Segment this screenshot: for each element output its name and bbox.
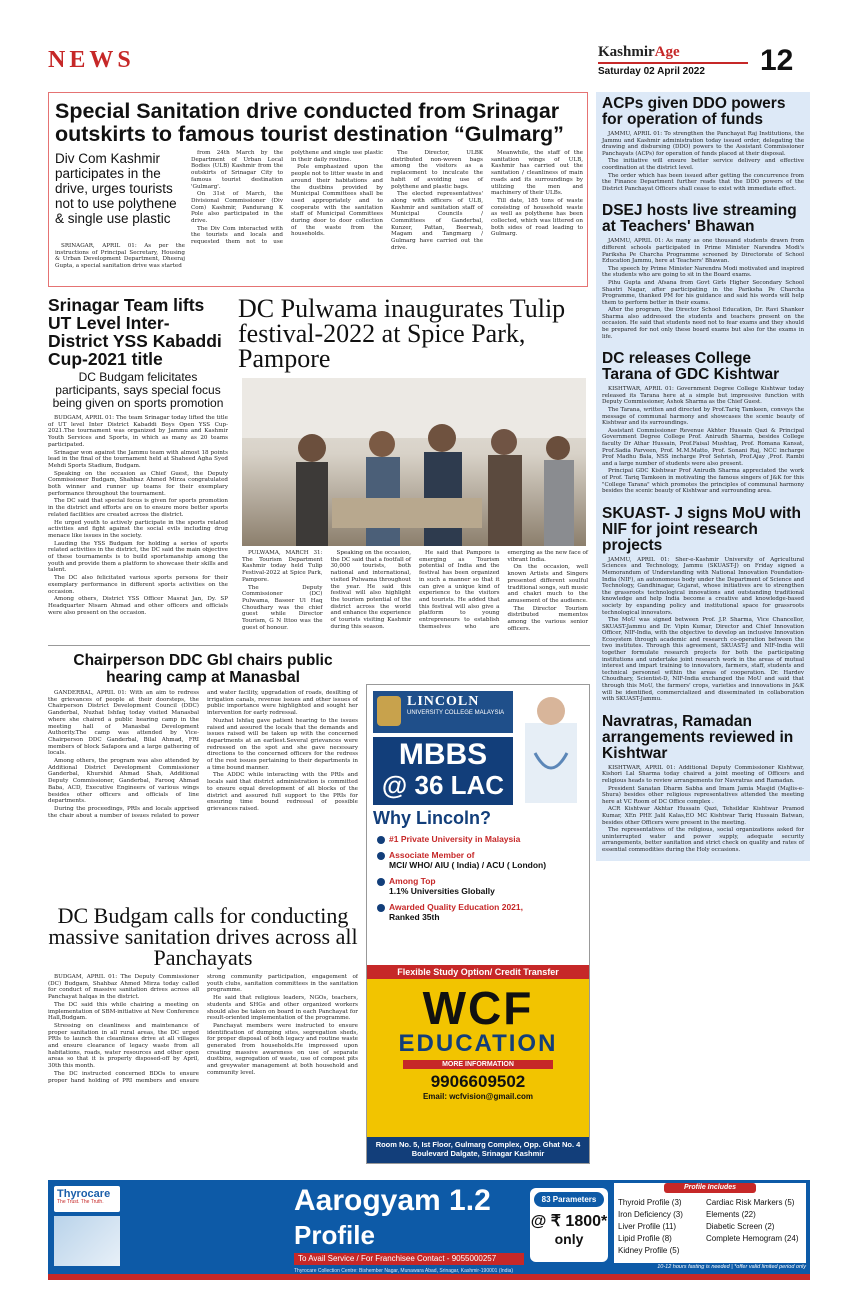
navratras-paragraph: President Sanatan Dharm Sabha and Imam Jamia Masjid (Majlis-e-Shura) besides other religious representatives attended the meeting here at VC Room of DC Office complex .: [602, 785, 804, 805]
profile-includes-header: Profile Includes: [664, 1183, 756, 1193]
budgam-body: [48, 974, 358, 1164]
dsej-paragraph: The speech by Prime Minister Narendra Modi motivated and inspired the students who are going to sit in the Board exams.: [602, 265, 804, 279]
dsej-headline: DSEJ hosts live streaming at Teachers' Bhawan: [602, 202, 797, 236]
budgam-paragraph: He said that religious leaders, NGOs, teachers, students and SHGs and other organized workers should also be taken on board in each Panchayat for result-oriented implementation of the programme.: [207, 995, 358, 1022]
profile-item: Complete Hemogram (24): [706, 1234, 799, 1243]
tarana-paragraph: Assistant Commissioner Revenue Akhter Hussain Qazi & Principal Government Degree College Prof. Anirudh Sharma, besides College faculty Dr Athar Hussain, Prof.Faisal Mushtaq, Prof. Romana Kansat, Prof.Sadia Parveen, Prof. M.M.Matto, Prof. Sonani Raj, NCC incharge Prof Madhu Bala, NSS incharge Prof Sehrish, Prof.Ajay ,Prof. Rambi and a large number of students were also present.: [602, 427, 804, 467]
ddc-paragraph: GANDERBAL, APRIL 01: With an aim to redress the grievances of people at their doorsteps, the Chairperson District Development Council (DDC) Ganderbal, Nuzhat Ishfaq today visited Manasbal where she chaired a public hearing camp in the meeting hall of Manasbal Development Authority.The camp was attended by Vice-Chairperson DDC Ganderbal, Bilal Ahmad, FRI members of block Safapora and a large gathering of locals.: [48, 690, 199, 757]
dsej-paragraph: After the program, the Director School Education, Dr. Ravi Shanker Sharma also addressed the students and teachers present on the occasion. He said that students need not to fear exams and they should be prepared for not only these board exams but also for the exams in life.: [602, 307, 804, 340]
profile-item: Lipid Profile (8): [618, 1234, 672, 1243]
tarana-paragraph: The Tarana, written and directed by Prof.Tariq Tamkeen, conveys the message of communal harmony and showcases the scenic beauty of Kishtwar and its surroundings.: [602, 407, 804, 427]
point-label: Among Top: [389, 876, 436, 886]
kabaddi-paragraph: Among others, District YSS Officer Masrat Jan, Dy. SP Headquarter Nisarn Ahmad and other officers and officials were also present on the occasion.: [48, 596, 228, 616]
skuast-paragraph: The MoU was signed between Prof. J.P. Sharma, Vice Chancellor, SKUAST-Jammu and Dr. Vipin Kumar, Director and Chief Innovation Officer, NIF-India, with the objective to develop an inclusive Innovation Ecosystem through academic and research co-operation between the two institutes. Through this agreement, SKUAST-J and NIF-India will together formulate research projects for both the participating institutions and undertake joint research work in the areas of mutual interest and impart training to innovators, farmers, staff, students and technical personnel within the areas of cooperation. Dr. Hardev Choudhary, Scientist-D, NIF-India exchanged the MoU and said that through this MoU, the farmers' crops, varieties and innovations in J&K will be identified, commercialized and disseminated in collaboration with SKUAST-Jammu.: [602, 617, 804, 703]
lead-paragraph: The Div Com interacted with the tourists and locals and requested them not to use polythene and single use plastic in their daily routine.: [191, 150, 383, 246]
acps-paragraph: The initiative will ensure better service delivery and effective coordination at the district level.: [602, 158, 804, 171]
budgam-paragraph: The DC instructed concerned BDOs to ensure proper hand holding of PRI members and ensure strong community participation, engagement of youth clubs, sanitation committees in the sanitation programme.: [48, 974, 358, 1084]
lead-paragraph: The Director, ULBK distributed non-woven bags among the visitors as a replacement to inculcate the habit of avoiding use of polythene and plastic bags.: [391, 150, 483, 190]
profile-item: Iron Deficiency (3): [618, 1210, 683, 1219]
section-title: NEWS: [48, 47, 135, 73]
tulip-paragraph: Speaking on the occasion, the DC said that a footfall of 30,000 tourists, both national and international, visited Pulwama throughout the year. He said this festival will also highlight the tourism potential of the district across the world and enhance the experience of tourists visiting Kashmir during this season.: [330, 550, 411, 630]
doctor-image: [517, 693, 583, 803]
profile-item: Diabetic Screen (2): [706, 1222, 775, 1231]
lincoln-advertisement[interactable]: [366, 684, 590, 1164]
point-text: #1 Private University in Malaysia: [389, 834, 521, 844]
lincoln-panel: [367, 685, 589, 965]
tarana-headline: DC releases College Tarana of GDC Kishtwar: [602, 350, 780, 384]
collection-centre-address: Thyrocare Collection Centre: Bishember Nagar, Munawara Abad, Srinagar, Kashmir-190001 (India): [294, 1268, 513, 1274]
kabaddi-paragraph: Srinagar won against the Jammu team with almost 18 points lead in the final of the tournament held at Shaheed Agha Syed Mehdi Sports Stadium, Budgam.: [48, 449, 228, 469]
kabaddi-paragraph: The DC also felicitated various sports persons for their exemplary performance in different sports activities on the occasion.: [48, 575, 228, 595]
tarana-paragraph: KISHTWAR, APRIL 01: Government Degree College Kishtwar today released its Tarana here at a simple but impressive function with Deputy Commissioner, Ashok Sharma as the Chief Guest.: [602, 386, 804, 406]
ddc-story: [48, 652, 358, 902]
franchisee-contact[interactable]: To Avail Service / For Franchisee Contact - 9055000257: [294, 1253, 524, 1265]
email[interactable]: Email: wcfvision@gmail.com: [422, 1092, 534, 1101]
parameters-count: 83 Parameters: [534, 1192, 604, 1207]
mbbs-line1: MBBS: [398, 738, 488, 771]
ddc-headline: Chairperson DDC Gbl chairs public hearing camp at Manasbal: [73, 652, 333, 686]
why-heading: Why Lincoln?: [373, 808, 491, 828]
page-number: 12: [760, 44, 794, 77]
price-only: only: [554, 1231, 584, 1247]
navratras-story: [596, 710, 810, 861]
kabaddi-paragraph: Speaking on the occasion as Chief Guest, the Deputy Commissioner Budgam, Shahbaz Ahmed Mirza congratulated both winner and runner up teams for their exemplary performance throughout the tournament.: [48, 470, 228, 497]
tulip-paragraph: The Deputy Commissioner (DC) Pulwama, Baseer Ul Haq Choudhary was the chief guest while Director Tourism, G N Ittoo was the guest of honour.: [242, 584, 323, 631]
acps-body: [602, 131, 804, 192]
lead-body: [191, 150, 583, 285]
tulip-story: [238, 296, 590, 638]
tulip-paragraph: The Director Tourism distributed mementos among the various senior officers.: [507, 605, 588, 632]
lab-image: [54, 1216, 120, 1266]
kabaddi-paragraph: The DC said that special focus is given for sports promotion in the district and efforts are on to ensure more better sports related facilities are created across the district.: [48, 498, 228, 518]
paper-name-b: Age: [654, 44, 680, 60]
profile-item: Thyroid Profile (3): [618, 1198, 682, 1207]
ad-footer-bar: [48, 1274, 810, 1280]
budgam-story: [48, 905, 358, 1165]
lead-deck: Div Com Kashmir participates in the drive, urges tourists not to use polythene & single use plastic: [55, 151, 177, 226]
navratras-paragraph: The representatives of the religious, social organizations asked for uninterrupted water and power supply, adequate security arrangements, better sanitation and strict check on quality and rates of essential commodities during the Holy occasions.: [602, 827, 804, 853]
thyrocare-logo: [54, 1186, 120, 1212]
skuast-story: [596, 502, 810, 710]
lead-story: [48, 92, 588, 287]
lead-paragraph: Pole emphasized upon the people not to litter waste in and around their habitations and the dustbins provided by Municipal Committees shall be used appropriately and to cooperate with the sanitation staff of Municipal Committees during door to door collection of the waste from the households.: [291, 164, 383, 238]
tulip-headline: DC Pulwama inaugurates Tulip festival-2022 at Spice Park, Pampore: [238, 296, 566, 373]
dsej-paragraph: Pihu Gupta and Afsana from Govt Girls Higher Secondary School Shastri Nagar, after participating in the Pariksha Pe Charcha Programme, thanked PM for his guidance and said his words will help them to perform better in their exams.: [602, 279, 804, 306]
skuast-body: [602, 557, 804, 703]
thyrocare-tagline: The Trust. The Truth.: [57, 1199, 104, 1205]
aarogyam-title: Aarogyam 1.2: [294, 1184, 491, 1217]
price-badge: [530, 1188, 608, 1262]
kabaddi-paragraph: He urged youth to actively participate in the sports related activities and fight against the social evils including drug menace like issues in the society.: [48, 519, 228, 539]
profile-item: Cardiac Risk Markers (5): [706, 1198, 795, 1207]
photo-illustration: [242, 378, 586, 546]
tulip-paragraph: PULWAMA, MARCH 31: The Tourism Department Kashmir today held Tulip Festival-2022 at Spice Park, Pampore.: [242, 550, 323, 583]
profile-list-right: [706, 1197, 798, 1245]
lead-paragraph: On 31st of March, the Divisional Commissioner (Div Com) Kashmir, Pandurang K Pole also participated in the drive.: [191, 191, 283, 225]
profile-item: Kidney Profile (5): [618, 1246, 680, 1255]
mbbs-offer: [373, 737, 513, 805]
lead-paragraph: Meanwhile, the staff of the sanitation wings of ULB, Kashmir has carried out the sanitation / cleanliness of main roads and its surroundings by utilizing the men and machinery of their ULBs.: [491, 150, 583, 197]
thyrocare-advertisement[interactable]: [48, 1180, 810, 1280]
point-label: Associate Member of: [389, 850, 475, 860]
tulip-paragraph: On the occasion, well known Artists and Singers presented different soulful traditional songs, sufi music and chakri much to the amusement of the audience.: [507, 564, 588, 604]
lead-dateline: [55, 243, 185, 271]
wcf-education: EDUCATION: [398, 1030, 558, 1057]
profile-item: Elements (22): [706, 1210, 756, 1219]
kabaddi-body: [48, 415, 228, 616]
right-column: [596, 92, 810, 1175]
acps-paragraph: The order which has been issued after getting the concurrence from the Finance Department further reads that the DDO powers of the District Panchayat Officers shall cease to exist with immediate effect.: [602, 172, 804, 192]
lead-paragraph: The elected representatives' along with officers of ULB, Kashmir and sanitation staff of Municipal Councils / Committees of Ganderbal, Kunzer, Pattan, Beerwah, Magam and Tangmarg / Gulmarg have carried out the drive.: [391, 191, 483, 251]
wcf-address: [367, 1137, 589, 1163]
navratras-body: [602, 765, 804, 854]
point-text: Ranked 35th: [389, 911, 440, 922]
acps-story: [596, 92, 810, 199]
point-associate: [377, 851, 582, 870]
budgam-headline: DC Budgam calls for conducting massive sanitation drives across all Panchayats: [48, 905, 358, 970]
lead-headline: Special Sanitation drive conducted from Srinagar outskirts to famous tourist destination “Gulmarg”: [55, 99, 564, 146]
phone-number[interactable]: 9906609502: [430, 1072, 526, 1091]
tulip-paragraph: He said that Pampore is emerging as Tourism potential of India and the festival has been organized in such a manner so that it can give a unique kind of experience to the visitors and tourists. He added that this festival will also give a platform to young entrepreneurs to establish themselves who are emerging as the new face of vibrant India.: [419, 550, 588, 630]
dsej-story: [596, 199, 810, 347]
address-line1: Room No. 5, Ist Floor, Gulmarg Complex, Opp. Ghat No. 4: [375, 1140, 581, 1149]
wcf-panel: [367, 979, 589, 1163]
mbbs-line2: @ 36 LAC: [381, 770, 505, 800]
point-award: [377, 903, 582, 922]
divider: [48, 645, 590, 646]
navratras-paragraph: ACR Kishtwar Akhtar Hussain Qazi, Tehsildar Kishtwar Pramod Kumar, XEn PHE Jalil Kalas,EO MC Kishtwar Tariq Hussain Batwan, besides other Officers were present in the meeting.: [602, 806, 804, 826]
ddc-paragraph: During the proceedings, PRIs and locals apprised the chair about a number of issues related to power and water facility, upgradation of roads, desilting of irrigation canals, revenue issues and other issues of public importance were highlighted and sought her intervention for early redressal.: [48, 690, 358, 819]
wcf-logo: WCF: [422, 982, 534, 1034]
lead-dateline-text: SRINAGAR, APRIL 01: As per the instructions of Principal Secretary, Housing & Urban Development Department, Dheeraj Gupta, a special sanitation drive was started: [55, 243, 185, 270]
navratras-headline: Navratras, Ramadan arrangements reviewed in Kishtwar: [602, 712, 794, 762]
skuast-headline: SKUAST- J signs MoU with NIF for joint research projects: [602, 504, 801, 554]
profile-title: Profile: [294, 1220, 375, 1250]
kabaddi-paragraph: BUDGAM, APRIL 01: The team Srinagar today lifted the title of UT level Inter District Kabaddi Boys Open YSS Cup- 2021.The tournament was organized by Jammu and Kashmir Youth Services and Sports, in which as many as 20 teams participated.: [48, 415, 228, 448]
more-info-label: MORE INFORMATION: [403, 1060, 553, 1069]
budgam-paragraph: Panchayat members were instructed to ensure identification of dumping sites, segregation sheds, for proper disposal of both legacy and routine waste generated from households.He impressed upon creating massive awareness on use of separate dustbins, segregation of waste, use of compost pits and greywater management at both household and community level.: [207, 1022, 358, 1076]
ddc-paragraph: The ADDC while interacting with the PRIs and locals said that district administration is committed to ensure equal development of all blocks of the district and assured full support to the PRIs for ensuring time bound redressal of possible grievances raised.: [207, 772, 358, 812]
lincoln-logo: [373, 691, 513, 733]
dsej-paragraph: JAMMU, APRIL 01: As many as one thousand students drawn from different schools participated in Prime Minister Narendra Modi's Pariksha Pe Charcha Programme screened by Directorate of School Education Jammu, here at Teachers' Bhawan.: [602, 238, 804, 265]
lincoln-brand: LINCOLN: [407, 694, 480, 709]
point-label: Awarded Quality Education 2021,: [389, 902, 523, 912]
thyrocare-brand: Thyrocare: [57, 1188, 111, 1200]
flexible-study-banner: Flexible Study Option/ Credit Transfer: [367, 965, 589, 979]
lead-paragraph: Till date, 185 tons of waste consisting of household waste as well as polythene has been collected, which was littered on both sides of road leading to Gulmarg.: [491, 197, 583, 238]
kabaddi-headline: Srinagar Team lifts UT Level Inter-District YSS Kabaddi Cup-2021 title: [48, 296, 222, 369]
tarana-body: [602, 386, 804, 495]
tarana-story: [596, 347, 810, 502]
profile-item: Liver Profile (11): [618, 1222, 677, 1231]
kabaddi-deck: DC Budgam felicitates participants, says special focus being given on sports promotion: [52, 370, 224, 410]
lincoln-brand-sub: UNIVERSITY COLLEGE MALAYSIA: [407, 710, 505, 716]
profile-includes: [614, 1183, 806, 1263]
crest-icon: [377, 696, 401, 726]
acps-paragraph: JAMMU, APRIL 01: To strengthen the Panchayat Raj Institutions, the Jammu and Kashmir administration today issued order, delegating the drawing and disbursing (DDO) powers to the Assistant Commissioner Panchayats (ACPs) for operation of funds placed at their disposal.: [602, 131, 804, 157]
kabaddi-paragraph: Lauding the YSS Budgam for holding a series of sports related activities in the district, the DC said the main objective of these tournaments is to build sportsmanship among the youth and provide them a platform to showcase their skills and talent.: [48, 540, 228, 574]
masthead: [598, 44, 748, 77]
tulip-photo: [242, 378, 586, 546]
navratras-paragraph: KISHTWAR, APRIL 01: Additional Deputy Commissioner Kishtwar, Kishori Lal Sharma today chaired a joint meeting of Officers and religious heads to review arrangements for Navratras and Ramadan.: [602, 764, 804, 784]
address-line2: Boulevard Dalgate, Srinagar Kashmir: [411, 1149, 545, 1158]
profile-list-left: [618, 1197, 683, 1257]
budgam-paragraph: The DC said this while chairing a meeting on implementation of SBM-initiative at New Conference Hall,Budgam.: [48, 1001, 199, 1022]
point-among-top: [377, 877, 582, 896]
kabaddi-story: [48, 296, 228, 638]
tarana-paragraph: Principal GDC Kishtwar Prof Anirudh Sharma appreciated the work of Prof. Tariq Tamkeen in motivating the famous singers of J&K for this "College Tarana" which promotes the principles of communal harmony besides the scenic beauty of Kishtwar and surrounding area.: [602, 468, 804, 495]
acps-headline: ACPs given DDO powers for operation of funds: [602, 95, 786, 128]
paper-name-a: Kashmir: [598, 44, 655, 60]
point-text: 1.1% Universities Globally: [389, 885, 495, 896]
ddc-paragraph: Nuzhat Ishfaq gave patient hearing to the issues raised and assured the locals that the demands and issues raised will be taken up with the concerned departments at an earliest.Several grievances were redressed on the spot and she gave necessary directions to the concerned officers for the redress of the rest issues pertaining to their departments in a time bound manner.: [207, 717, 358, 771]
ddc-body: [48, 690, 358, 900]
lead-paragraph: from 24th March by the Department of Urban Local Bodies (ULB) Kashmir from the outskirts of Srinagar City to famous tourist destination 'Gulmarg'.: [191, 150, 283, 190]
tulip-body: [242, 550, 588, 636]
dsej-body: [602, 238, 804, 340]
price: @ ₹ 1800*: [530, 1213, 608, 1230]
budgam-paragraph: BUDGAM, APRIL 01: The Deputy Commissioner (DC) Budgam, Shahbaz Ahmed Mirza today called for conduct of massive sanitation drives across all Panchayat halqas in the district.: [48, 974, 199, 1001]
skuast-paragraph: JAMMU, APRIL 01: Sher-e-Kashmir University of Agricultural Sciences and Technology, Jammu (SKUAST-J) on Friday signed a Memorandum of Understanding with National Innovation Foundation-India (NIF), an autonomous body under the Department of Science and Technology, Gandhinagar, Gujarat, whose initiatives are to strengthen the grassroots technological innovations and outstanding traditional knowledge and help India become a creative and knowledge-based society by expanding policy and institutional space for grassroots technological innovators.: [602, 556, 804, 616]
fasting-note: 10-12 hours fasting is needed | *offer valid limited period only: [657, 1264, 806, 1270]
paper-logo: [598, 44, 748, 61]
point-private-university: [377, 835, 582, 845]
issue-date: Saturday 02 April 2022: [598, 62, 748, 77]
point-text: MCI/ WHO/ AIU ( India) / ACU ( London): [389, 859, 547, 870]
ddc-paragraph: Among others, the program was also attended by Additional District Development Commissioner Ganderbal, Khurshid Ahmad Shah, Additional Deputy Commissioner, Ganderbal, Farooq Ahmad Baba, ACD, Executive Engineers of various wings besides other officers and officials of line departments.: [48, 758, 199, 805]
budgam-paragraph: Stressing on cleanliness and maintenance of proper sanitation in all rural areas, the DC urged PRIs to launch the cleanliness drive at all villages and ensure clearance of legacy waste from all habitations, roads, water resources and other open areas so that it is properly disposed-off by April, 30th this month.: [48, 1022, 199, 1070]
